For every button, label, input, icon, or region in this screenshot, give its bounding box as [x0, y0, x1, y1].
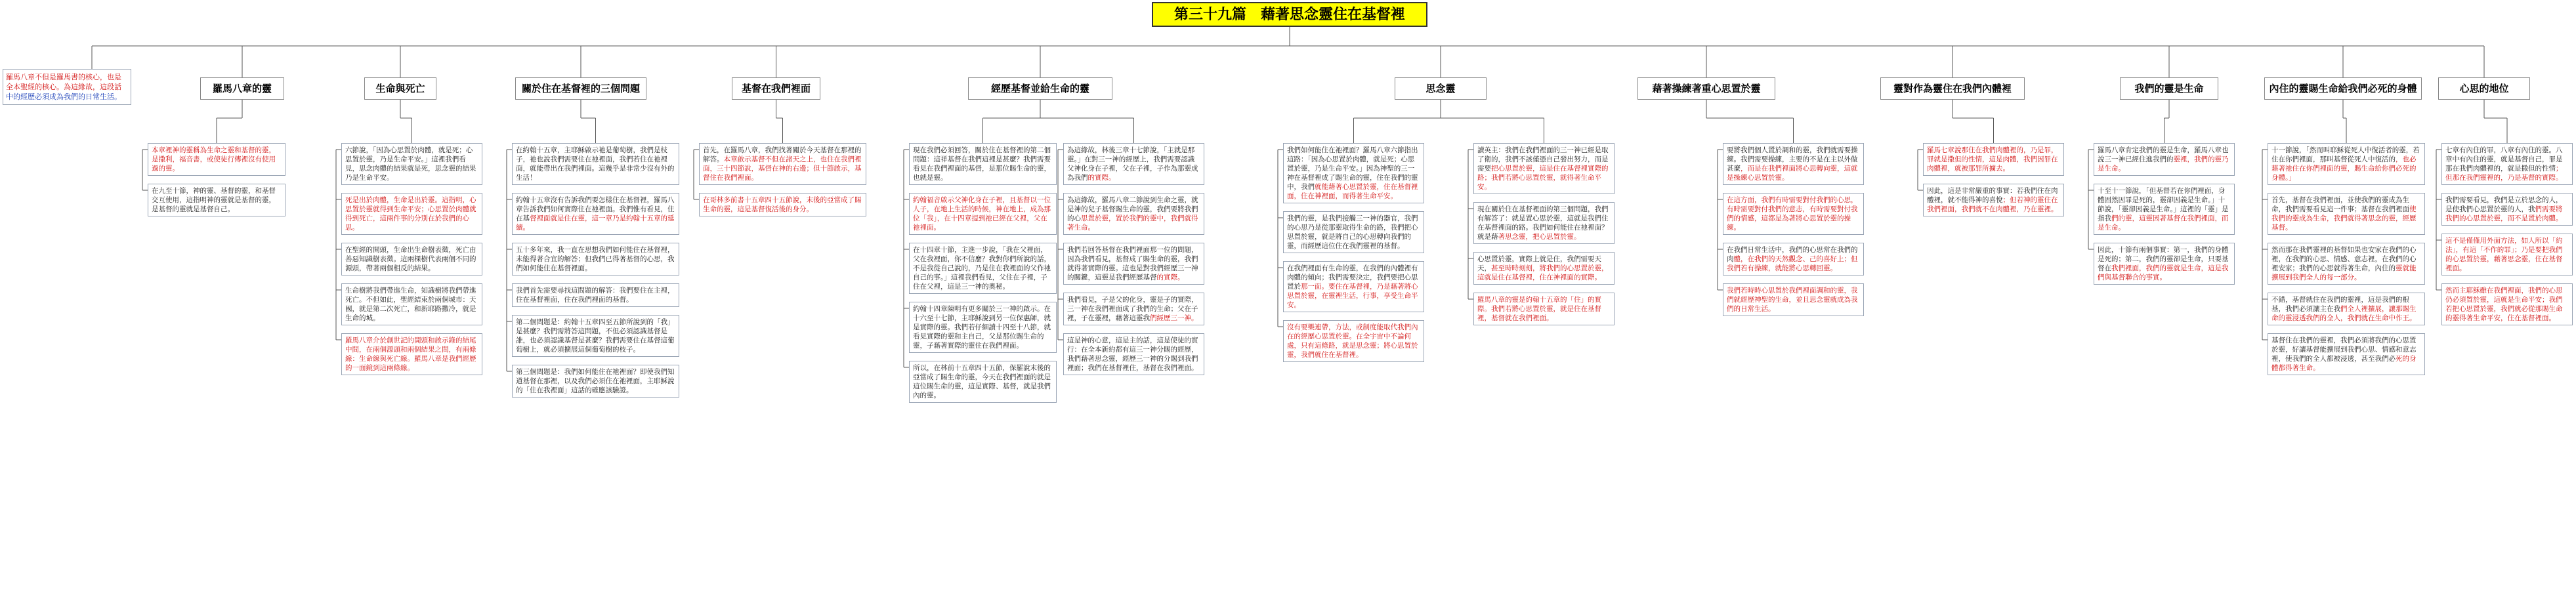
leaf-text: 在我們日常生活中，我們的心思常在我們的肉: [1727, 246, 1858, 263]
leaf-node[interactable]: [1063, 243, 1204, 285]
leaf-node[interactable]: 本章裡神的靈稱為生命之靈和基督的靈，是撒利，福音書，或使徒行傳裡沒有使用過的靈。: [148, 143, 285, 176]
leaf-node[interactable]: [1473, 252, 1615, 285]
leaf-highlight-text: ，而是在我們裡面將心思轉向靈，這就是操練心思置於靈。: [1727, 165, 1858, 182]
side-note-blue-text: 中的經歷必須成為我們的日常生活。: [6, 92, 121, 101]
leaf-node[interactable]: 我們若時時心思置於我們裡面調和的靈，我們就經歷神聖的生命，並且思念靈就成為我們的日常生活。: [1723, 283, 1864, 316]
leaf-text: 我們看見，子是父的化身，靈是子的實際，三一神在我們裡面成了我們的生命；父在子裡，子在靈裡，藉著這靈我: [1067, 296, 1198, 322]
leaf-text: 十一節說，「然而叫耶穌從死人中復活者的靈，若住在你們裡面，那叫基督從死人中復活的: [2271, 146, 2420, 163]
leaf-text: 首先，在羅馬八章，我們找著關於今天基督在那裡的解答。: [703, 146, 862, 163]
leaf-node[interactable]: [2441, 193, 2573, 226]
leaf-text: 在我們裡面有生命的靈，在我們的內體裡有肉體的傾向；我們需要決定，我們要把心思置於: [1287, 264, 1418, 291]
leaf-node[interactable]: 在約翰十五章，主耶穌啟示祂是葡萄樹，我們是枝子，祂也說我們需要住在祂裡面，我們若住在祂裡面，就能帶出在我們裡面。這幾乎是非常少沒有外的生活！: [512, 143, 679, 185]
branch-topic[interactable]: 靈對作為靈住在我們內體裡: [1880, 77, 2025, 100]
leaf-highlight-text: 們需要將我們的心思置於靈，而不是置於肉體。: [2445, 205, 2563, 222]
leaf-node[interactable]: [1473, 143, 1615, 194]
leaf-text: 首先，基督在我們裡面，並使我們的靈成為生命，我們需要看見這一件事；基督在我們裡面: [2271, 196, 2409, 213]
leaf-node[interactable]: [1283, 261, 1424, 312]
leaf-highlight-text: 著思念靈，把心思置於靈。: [1498, 233, 1581, 241]
leaf-node[interactable]: [909, 243, 1057, 294]
leaf-node[interactable]: [512, 193, 679, 235]
leaf-node[interactable]: 然而主耶穌雖在我們裡面，我們的心思仍必須置於靈，這就是生命平安；我們若把心思置於靈，我們就必從那賜生命的靈得著生命平安，住在基督裡面。: [2441, 283, 2573, 325]
leaf-node[interactable]: 六節說，「因為心思置於肉體，就是死；心思置於靈，乃是生命平安。」這裡我們看見，思念肉體的結果就是死，思念靈的結果乃是生命平安。: [341, 143, 482, 185]
leaf-node[interactable]: 第三個問題是：我們如何能住在祂裡面？即使我們知道基督在那裡，以及我們必須住在祂裡面，主耶穌說的「住在我裡面」這話的確應該驗證。: [512, 365, 679, 398]
leaf-text: 羅馬八章肯定我們的靈是生命，羅馬八章也說三一神已經住進我們的: [2098, 146, 2229, 163]
leaf-node[interactable]: [699, 143, 866, 185]
leaf-text: 為這緣故，林後三章十七節說，「主就是那靈。」在對三一神的經歷上，我們需要認識父神化身在子裡，父在子裡，子作為那靈成為我們: [1067, 146, 1198, 182]
leaf-text: 不錯，基督就住在我們的靈裡，這是我們的根基，我們必須讓主在我: [2271, 296, 2409, 313]
leaf-node[interactable]: 現在我們必須回答，關於住在基督裡的第二個問題：這祥基督在我們這裡是甚麼？我們需要看見在我們裡面的基督，是那位賜生命的靈，也就是靈。: [909, 143, 1057, 185]
leaf-node[interactable]: 在聖經的開頭，生命出生命樹表徵，死亡由善惡知識樹表徵。這兩棵樹代表兩個不同的源頭，帶著兩個相反的結果。: [341, 243, 482, 276]
leaf-highlight-text: 的實際。: [1156, 274, 1185, 281]
leaf-node[interactable]: [2268, 293, 2425, 325]
leaf-node[interactable]: 在哥林多前書十五章四十五節說，末後的亞當成了賜生命的靈，這是基督復活後的身分。: [699, 193, 866, 216]
leaf-node[interactable]: [2268, 243, 2425, 285]
leaf-text: 因此，這是非常嚴重的事實：若我們住在肉體裡，就不能得神的喜悅: [1927, 187, 2058, 204]
leaf-node[interactable]: 生命樹將我們帶進生命，知識樹將我們帶進死亡。不但如此，聖經結束於兩個城市：天國，就是第二次死亡，和新耶路撒冷，就是生命的城。: [341, 283, 482, 325]
branch-topic[interactable]: 關於住在基督裡的三個問題: [515, 77, 646, 100]
leaf-highlight-text: 就能藉著心思置於靈，住在基督裡面，住在神裡面，而得著生命平安。: [1287, 183, 1418, 200]
leaf-highlight-text: 使我們的靈成為生命，我們就得著思念的靈，經歷基督。: [2271, 205, 2417, 232]
leaf-node[interactable]: 約翰福音啟示父神化身在子裡，且基督以一位人子，在地上生活的時候，神在地上，成為那位「我」，在十四章提到祂已經在父裡，父在祂裡面。: [909, 193, 1057, 235]
leaf-node[interactable]: [1063, 143, 1204, 185]
leaf-highlight-text: 們經歷三一神。: [1150, 314, 1198, 322]
leaf-node[interactable]: 在這方面，我們有時需要對付我們的心思，有時需要對付我們的意志，有時需要對付我們的情感，這都是為著將心思置於靈的操練。: [1723, 193, 1864, 235]
leaf-node[interactable]: [1283, 143, 1424, 203]
branch-topic[interactable]: 思念靈: [1395, 77, 1487, 100]
mindmap-root-title[interactable]: 第三十九篇 藉著思念靈住在基督裡: [1152, 2, 1427, 27]
leaf-text: 所以，在林前十五章四十五節，保羅說末後的亞當成了賜生命的靈，今天在我們裡面的就是這位賜生命的靈，這是實際、基督，就是我們內的靈。: [913, 364, 1051, 399]
branch-topic[interactable]: 內住的靈賜生命給我們必死的身體: [2264, 77, 2422, 100]
leaf-node[interactable]: 我們的靈，是我們接觸三一神的器官，我們的心思乃是從那靈取得生命的路，我們把心思置於靈，就是將自己的心思轉向我們的靈，而經歷這位住在我們靈裡的基督。: [1283, 211, 1424, 253]
leaf-node[interactable]: 我們首先需要尋找這問題的解答：我們要住在主裡，住在基督裡面，住在我們裡面的基督。: [512, 283, 679, 307]
leaf-node[interactable]: [1723, 143, 1864, 185]
leaf-highlight-text: 我們裡面，我們的靈就是生命，這是我們與基督聯合的事實。: [2098, 264, 2229, 281]
leaf-highlight-text: 思置於靈，置於我們的靈中，我們就得著生命。: [1067, 215, 1198, 232]
leaf-text: 為這緣故，羅馬八章二節說到生命之靈，就是神的兒子基督賜生命的靈，我們要將我們的心: [1067, 196, 1198, 222]
leaf-node[interactable]: 羅馬八章介於創世記的開頭和啟示錄的結尾中間，在兩個源頭和兩個結果之間，有兩條線：生命線與死亡線。羅馬八章是我們經歷的一面鏡到這兩條線。: [341, 333, 482, 375]
leaf-highlight-text: 本章啟示基督不但在諸天之上，也住在我們裡面，三十四節說，基督在神的右邊；但十節啟示，基督住在我們裡面。: [703, 155, 862, 182]
leaf-highlight-text: ，也必藉著祂住在你們裡面的靈，賜生命給你們必死的身體。」: [2271, 155, 2417, 182]
leaf-text: 基督住在我們的靈裡，我們必須將我們的心思置於靈，好讓基督能擴展到我們心思、情感和意志裡，使我們的全人都被浸透，甚至我們必: [2271, 337, 2417, 363]
leaf-text: 七章有內住的罪，八章有內住的靈。八章中有內住的靈，就是基督自己，罪是那在我們肉體裡的，就是撒但的性情: [2445, 146, 2563, 173]
leaf-highlight-text: 死的身體都得著生命。: [2271, 355, 2417, 372]
leaf-highlight-text: 的實際。: [1087, 174, 1116, 182]
leaf-highlight-text: 們的靈，這靈因著基督在我們裡面，而是生命。: [2098, 215, 2229, 232]
leaf-node[interactable]: 沒有要樂連帶，方法，或制度能取代我們內在的經歷心思置於靈。在全宇宙中不論何處，只有這條路，就是思念靈；將心思置於靈，我們就住在基督裡。: [1283, 320, 1424, 362]
leaf-highlight-text: ；但那在我們靈裡的，乃是基督的實際。: [2445, 165, 2563, 182]
leaf-node[interactable]: [2268, 193, 2425, 235]
leaf-node[interactable]: 這是神的心意，這是主的話，這是使徒的實行：在全本新約都有這三一神分賜的經歷，我們藉著思念靈，經歷三一神的分賜到我們裡面；我們在基督裡住，基督在我們裡面。: [1063, 333, 1204, 375]
leaf-node[interactable]: [2268, 143, 2425, 185]
branch-topic[interactable]: 基督在我們裡面: [732, 77, 820, 100]
leaf-node[interactable]: [2268, 333, 2425, 375]
leaf-node[interactable]: [1923, 184, 2064, 216]
side-note: [3, 69, 131, 105]
leaf-node[interactable]: 五十多年來，我一直在思想我們如何能住在基督裡，未能得著合宜的解答；但我們已得著基督的心思，我們如何能住在基督裡面。: [512, 243, 679, 276]
leaf-text: 心思置於靈，實際上就是住，我們需要天天，: [1477, 255, 1601, 272]
leaf-node[interactable]: [2441, 143, 2573, 185]
leaf-node[interactable]: [2094, 184, 2235, 235]
leaf-highlight-text: 體，在我們的天然觀念、己的喜好上；但我們若有操練，就能將心思轉回靈。: [1727, 255, 1858, 272]
leaf-text: 約翰十五章沒有告訴我們要怎樣住在基督裡，羅馬八章告訴我們如何實際住在祂裡面。我們惟有看見，住在基: [516, 196, 675, 222]
branch-topic[interactable]: 羅馬八章的靈: [200, 77, 284, 100]
leaf-highlight-text: 靈裡，我們的靈乃是生命。: [2098, 155, 2229, 173]
branch-topic[interactable]: 我們的靈是生命: [2120, 77, 2218, 100]
leaf-node[interactable]: 第二個問題是：約翰十五章四至五節所說到的「我」是甚麼？我們需將答這問題，不但必須認識基督是誰，也必須認識基督是甚麼？我們需要住在基督這葡萄樹上，就必須擴展這個葡萄樹的枝子。: [512, 315, 679, 357]
leaf-text: 我們如何能住在祂裡面？羅馬八章六節指出這路：「因為心思置於肉體，就是死；心思置於靈，乃是生命平安。」因為神聖的三一神在基督裡成了賜生命的靈，住在我們的靈中，我們: [1287, 146, 1418, 191]
leaf-highlight-text: 把心思置於靈，這是住在基督裡實際的路；我們若將心思置於靈，就得著生命平安。: [1477, 165, 1609, 191]
leaf-text: 在十四章十節，主進一步說，「我在父裡面，父在我裡面，你不信麼？我對你們所說的話，不是我從自己說的，乃是住在我裡面的父作祂自己的事。」這裡我們看見，父住在子裡，子住在父裡，這是三一神的奧秘。: [913, 246, 1051, 291]
side-note-red-text: 羅馬八章不但是羅馬書的核心，也是全本聖經的核心。為這緣故，這段話: [6, 73, 121, 91]
leaf-text: 我們若回答基督在我們裡面那一位的問題，因為我們看見，基督成了賜生命的靈，我們就得著實際的靈。這也是對我們經歷三一神的關鍵，這靈是我們經歷基督: [1067, 246, 1198, 281]
leaf-node[interactable]: 約翰十四章陳明有更多關於三一神的啟示。在十六至十七節，主耶穌說到另一位保惠師，就是實際的靈。我們若仔細讀十四至十八節，就看見實際的靈和主自己，父是那位賜生命的靈，子藉著實際的靈住在我們裡面。: [909, 302, 1057, 353]
leaf-node[interactable]: 羅馬七章說那住在我們肉體裡的，乃是罪，罪就是撒但的性情，這是肉體，我們因罪在肉體裡，就被那罪所擄去。: [1923, 143, 2064, 176]
leaf-node[interactable]: [1723, 243, 1864, 276]
branch-topic[interactable]: 心思的地位: [2438, 77, 2530, 100]
leaf-node[interactable]: [2094, 143, 2235, 176]
leaf-highlight-text: 們全人裡擴展，讓那賜生命的靈浸透我們的全人，我們就在生命中作王。: [2271, 305, 2417, 322]
leaf-node[interactable]: [909, 361, 1057, 403]
leaf-highlight-text: ；但若神的靈住在我們裡面，我們就不在肉體裡，乃在靈裡。: [1927, 196, 2058, 213]
branch-topic[interactable]: 經歷基督並給生命的靈: [968, 77, 1112, 100]
leaf-text: 讀英主：我們在我們裡面的三一神已經是取了衛的，我們不該僅憑自己發出努力，而是需要: [1477, 146, 1609, 173]
leaf-node[interactable]: [2094, 243, 2235, 285]
leaf-text: 我們需要看見，我們是立於思念的人，是使我們心思置於靈的人，我: [2445, 196, 2563, 213]
leaf-text: 十至十一節說，「但基督若在你們裡面，身體固然因罪是死的，靈卻因義是生命。」十節說，「靈卻因義是生命。」這裡的「靈」是指我: [2098, 187, 2229, 222]
leaf-text: 因此，十節有兩個事實：第一，我們的身體是死的；第二，我們的靈卻是生命，只要基督在: [2098, 246, 2229, 272]
leaf-node[interactable]: 在九至十節，神的靈、基督的靈，和基督交互使用，這指明神的靈就是基督的靈，是基督的靈就是基督自己。: [148, 184, 285, 216]
leaf-node[interactable]: 這不是僅僅用外面方法，如人所以「約法」，有這「不作的罪」；乃是要把我們的心思置於靈，藉著思念靈，住在基督裡面。: [2441, 234, 2573, 276]
leaf-highlight-text: 那一面。要住在基督裡，乃是藉著將心思置於靈，在靈裡生活，行事，享受生命平安。: [1287, 283, 1418, 309]
leaf-text: 要將我們個人置於調和的靈，我們就需要操練。我們需要操練，主要的不是在主以外做甚麼: [1727, 146, 1858, 173]
leaf-text: 現在關於住在基督裡面的第三個問題，我們有解答了：就是置心思於靈，這就是我們住在基督裡面的路。我們如何能住在祂裡面？就是藉: [1477, 205, 1609, 241]
leaf-node[interactable]: 羅馬八章的靈是約翰十五章的「住」的實際。我們若將心思置於靈，就是住在基督裡，基督就在我們裡面。: [1473, 293, 1615, 325]
leaf-node[interactable]: [1063, 193, 1204, 235]
leaf-node[interactable]: 死是出於肉體，生命是出於靈。這指明，心思置於靈就得到生命平安；心思置於肉體就得到死亡，這兩件事的分別在於我們的心思。: [341, 193, 482, 235]
leaf-highlight-text: 督裡面就是住在靈，這一章乃是約翰十五章的延續。: [516, 215, 675, 232]
leaf-node[interactable]: [1063, 293, 1204, 325]
branch-topic[interactable]: 藉著操練著重心思置於靈: [1637, 77, 1775, 100]
branch-topic[interactable]: 生命與死亡: [364, 77, 436, 100]
leaf-highlight-text: 靈就能擴展到我們全人的每一部分。: [2271, 264, 2417, 281]
leaf-highlight-text: 甚至時時刻刻，將我們的心思置於靈，這就是住在基督裡，住在神裡面的實際。: [1477, 264, 1609, 281]
leaf-text: 然而那在我們靈裡的基督如果也安家在我們的心裡，在我們的心思、情感、意志裡，在我們的心裡安家；我們的心思就得著生命，內住的: [2271, 246, 2417, 272]
leaf-node[interactable]: [1473, 202, 1615, 244]
